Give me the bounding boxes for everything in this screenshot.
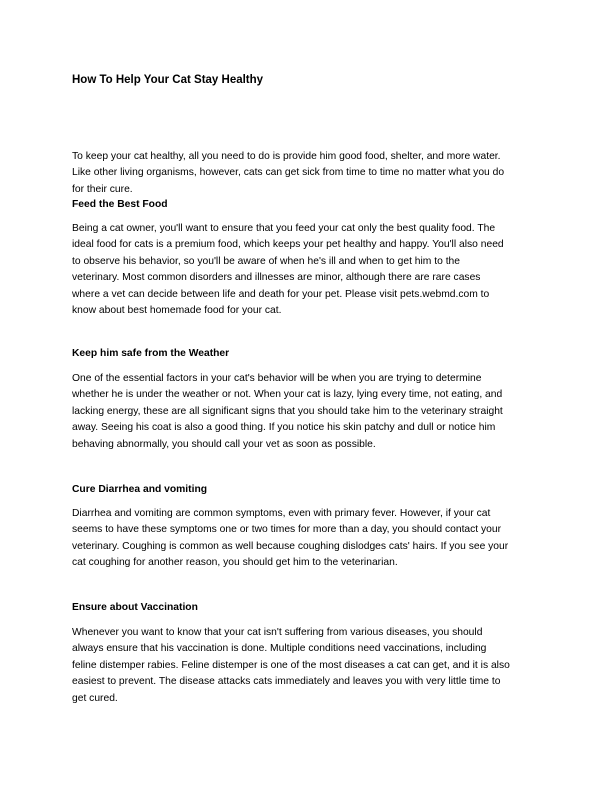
text-line: veterinary. Most common disorders and illnesses are minor, although there are rare cases xyxy=(72,272,481,284)
text-line: easiest to prevent. The disease attacks cats immediately and leaves you with very little time to xyxy=(72,676,501,688)
text-line: get cured. xyxy=(72,692,118,704)
section-heading-feed: Feed the Best Food xyxy=(72,199,168,210)
text-line: for their cure. xyxy=(72,183,133,195)
text-line: behaving abnormally, you should call your vet as soon as possible. xyxy=(72,438,376,450)
text-line: Being a cat owner, you'll want to ensure that you feed your cat only the best quality food. The xyxy=(72,223,496,234)
intro-paragraph xyxy=(72,149,552,198)
text-line: ideal food for cats is a premium food, which keeps your pet healthy and happy. You'll also need xyxy=(72,239,504,251)
text-line: always ensure that his vaccination is done. Multiple conditions need vaccinations, including xyxy=(72,643,487,655)
text-line: One of the essential factors in your cat's behavior will be when you are trying to determine xyxy=(72,373,482,384)
document-title: How To Help Your Cat Stay Healthy xyxy=(72,74,264,86)
text-line: to observe his behavior, so you'll be aware of when he's ill and when to get him to the xyxy=(72,255,461,267)
text-line: where a vet can decide between life and death for your pet. Please visit pets.webmd.com to xyxy=(72,288,490,300)
section-paragraph-weather xyxy=(72,371,552,453)
text-line: Whenever you want to know that your cat isn't suffering from various diseases, you should xyxy=(72,627,483,638)
text-line: To keep your cat healthy, all you need to do is provide him good food, shelter, and more water. xyxy=(72,151,501,162)
section-heading-diarrhea: Cure Diarrhea and vomiting xyxy=(72,484,208,495)
section-paragraph-diarrhea xyxy=(72,506,552,572)
text-line: Diarrhea and vomiting are common symptoms, even with primary fever. However, if your cat xyxy=(72,508,491,519)
section-paragraph-feed xyxy=(72,221,552,319)
text-line: seems to have these symptoms one or two times for more than a day, you should contact your xyxy=(72,524,502,536)
section-heading-vaccination: Ensure about Vaccination xyxy=(72,602,198,613)
text-line: lacking energy, these are all significant signs that you should take him to the veterinary straight xyxy=(72,405,503,417)
text-line: away. Seeing his coat is also a good thing. If you notice his skin patchy and dull or notice him xyxy=(72,422,496,434)
text-line: whether he is under the weather or not. When your cat is lazy, lying every time, not eating, and xyxy=(72,389,503,401)
section-heading-weather: Keep him safe from the Weather xyxy=(72,348,230,359)
text-line: Like other living organisms, however, cats can get sick from time to time no matter what you do xyxy=(72,167,505,179)
text-line: cat coughing for another reason, you should get him to the veterinarian. xyxy=(72,557,398,569)
text-line: know about best homemade food for your cat. xyxy=(72,305,282,317)
text-line: veterinary. Coughing is common as well because coughing dislodges cats' hairs. If you see your xyxy=(72,540,509,552)
text-line: feline distemper rabies. Feline distemper is one of the most diseases a cat can get, and it is also xyxy=(72,659,510,671)
section-paragraph-vaccination xyxy=(72,625,552,707)
